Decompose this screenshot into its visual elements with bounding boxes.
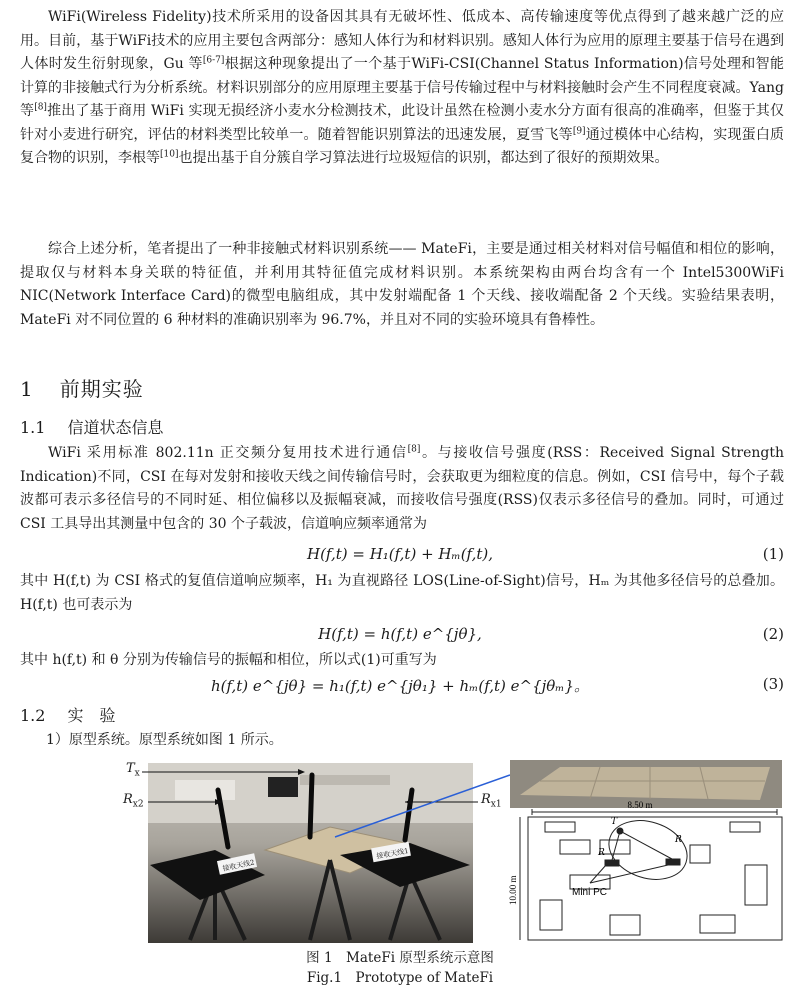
equation-body: H(f,t) = H₁(f,t) + Hₘ(f,t), [307,545,493,563]
floor-plan [520,809,782,940]
plan-rx1-label: R [675,835,682,845]
equation-number: (2) [762,625,784,643]
text-run: 通过模体中心结构，实现蛋白质复合物的识别，李根等 [20,126,785,166]
citation: [8] [407,444,421,455]
plan-tx-label: T [611,817,618,827]
heading-number: 1.1 [20,418,46,437]
figure-caption-en: Fig.1 Prototype of MateFi [306,970,494,986]
paragraph-eq1-explain: 其中 H(f,t) 为 CSI 格式的复值信道响应频率，H₁ 为直视路径 LOS(Line-of-Sight)信号，Hₘ 为其他多径信号的总叠加。H(f,t) 也可表示为 [20,573,784,613]
figure-caption-cn: 图 1 MateFi 原型系统示意图 [306,950,494,966]
minipc-label: Mini PC [572,887,608,898]
photo-setup [148,763,473,943]
plan-width-label: 8.50 m [627,800,653,810]
section-heading [20,373,144,402]
heading-number: 1.2 [20,706,46,725]
plan-rx2-label: R [598,848,605,858]
label-main: T [126,761,135,776]
citation: [6-7] [202,55,225,66]
laptop-label-right: 接收天线1 [375,846,410,861]
citation: [8] [34,102,47,113]
equation-2 [0,625,800,649]
prototype-intro: 1）原型系统。原型系统如图 1 所示。 [46,732,283,748]
text-run: 。与接收信号强度(RSS：Received Signal Strength Indication)不同，CSI 在每对发射和接收天线之间传输信号时，会获取更为细粒度的信息。例如，CSI 信号中，每个子载波都可表示多径信号的不同时延、相位偏移以及振幅衰减，而接收信号强度(RSS)仅表示多径信号的叠加。同时，可通过 CSI 工具导出其测量中包含的 30 个子载波，信道响应频率通常为 [20,445,784,532]
text-run: 推出了基于商用 WiFi 实现无损经济小麦水分检测技术，此设计虽然在检测小麦水分方面有很高的准确率，但鉴于其仅针对小麦进行研究，评估的材料类型比较单一。随着智能识别算法的迅速发展，夏雪飞等 [20,103,784,143]
equation-number: (3) [762,675,784,693]
label-tx [126,761,140,779]
label-sub: x1 [490,799,502,810]
laptop-label-left: 接收天线2 [221,858,256,873]
equation-body: h(f,t) e^{jθ} = h₁(f,t) e^{jθ₁} + hₘ(f,t) e^{jθₘ}。 [210,677,590,695]
citation: [9] [572,125,586,136]
subsection-heading [20,415,163,438]
text-run: 也提出基于自分簇自学习算法进行垃圾短信的识别，都达到了很好的预期效果。 [178,150,669,166]
heading-text: 前期实验 [59,377,144,401]
heading-number: 1 [20,377,34,401]
paragraph-summary: 综合上述分析，笔者提出了一种非接触式材料识别系统—— MateFi，主要是通过相关材料对信号幅值和相位的影响，提取仅与材料本身关联的特征值，并利用其特征值完成材料识别。本系统架构由两台均含有一个 Intel5300WiFi NIC(Network Interface Card)的微型电脑组成，其中发射端配备 1 个天线、接收端配备 2 个天线。实验结果表明，MateFi 对不同位置的 6 种材料的准确识别率为 96.7%，并且对不同的实验环境具有鲁棒性。 [20,241,784,328]
label-sub: x [134,768,140,779]
citation: [10] [160,149,179,160]
text-run: 根据这种现象提出了一个基于WiFi-CSI(Channel Status Information)信号处理和智能计算的非接触式行为分析系统。材料识别部分的应用原理主要基于信号传输过程中与材料接触时会产生不同程度衰减。Yang 等 [20,56,784,119]
label-main: R [481,792,491,807]
figure-graphic [0,755,800,945]
plan-height-label: 10.00 m [508,875,518,905]
figure-1 [0,755,800,945]
equation-3 [0,675,800,699]
paragraph-intro [20,6,784,171]
paragraph-csi [20,442,784,536]
text-run: WiFi 采用标准 802.11n 正交频分复用技术进行通信 [48,445,408,461]
label-sub: x2 [132,799,144,810]
subsection-heading [20,703,115,726]
equation-body: H(f,t) = h(f,t) e^{jθ}, [318,625,482,643]
equation-number: (1) [762,545,784,563]
label-rx2 [123,792,144,810]
label-main: R [123,792,133,807]
heading-text: 实 验 [67,706,116,725]
paragraph-eq2-explain: 其中 h(f,t) 和 θ 分别为传输信号的振幅和相位，所以式(1)可重写为 [20,652,437,668]
heading-text: 信道状态信息 [67,418,164,437]
label-rx1 [481,792,502,810]
text-run: WiFi(Wireless Fidelity)技术所采用的设备因其具有无破坏性、低成本、高传输速度等优点得到了越来越广泛的应用。目前，基于WiFi技术的应用主要包含两部分：感知人体行为和材料识别。感知人体行为应用的原理主要基于信号在遇到人体时发生衍射现象，Gu 等 [20,9,784,72]
equation-1 [0,545,800,569]
